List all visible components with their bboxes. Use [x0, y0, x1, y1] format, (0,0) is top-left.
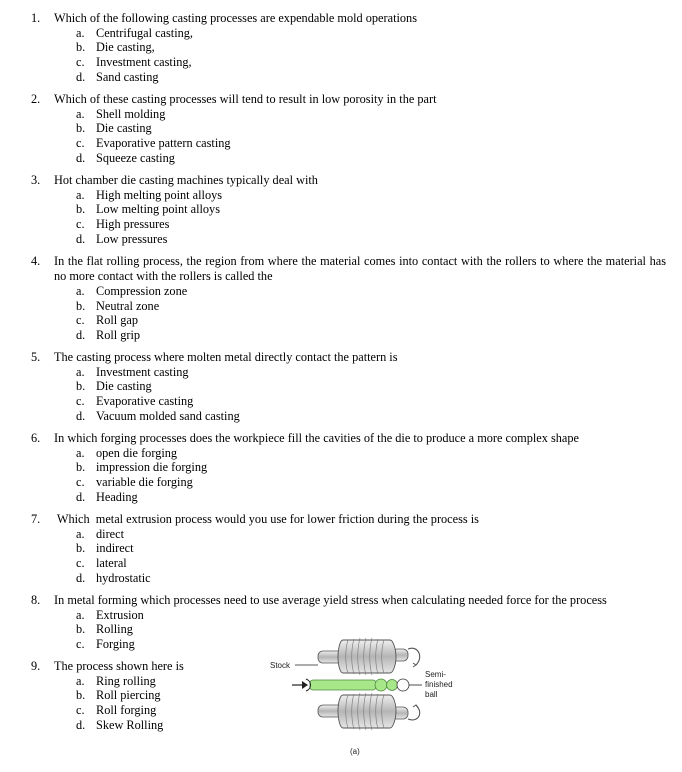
question-number: 2.: [31, 92, 41, 106]
option-text: Extrusion: [96, 607, 144, 622]
option-letter: a.: [76, 445, 85, 460]
lower-roll: [318, 693, 420, 730]
option-letter: b.: [76, 298, 86, 313]
option-text: Skew Rolling: [96, 717, 164, 732]
option-text: impression die forging: [96, 460, 208, 475]
process-figure: [268, 627, 468, 762]
question-number: 3.: [31, 173, 41, 187]
upper-roll: [318, 638, 420, 675]
option-letter: d.: [76, 69, 86, 84]
semi-finished-balls: [375, 679, 409, 691]
option-letter: c.: [76, 55, 85, 70]
question-text: Hot chamber die casting machines typically deal with: [54, 173, 318, 187]
semi-finished-label-1: Semi-: [425, 670, 446, 679]
option-text: open die forging: [96, 445, 178, 460]
option-text: Die casting: [96, 379, 152, 394]
option-letter: c.: [76, 556, 85, 571]
option-letter: d.: [76, 328, 86, 343]
option-letter: c.: [76, 136, 85, 151]
question-number: 7.: [31, 512, 41, 526]
option-letter: b.: [76, 688, 86, 703]
option-text: direct: [96, 526, 124, 541]
option-text: Ring rolling: [96, 673, 156, 688]
option-letter: d.: [76, 570, 86, 585]
option-letter: c.: [76, 475, 85, 490]
question-text: In metal forming which processes need to use average yield stress when calculating needed force for the process: [54, 593, 607, 607]
question-number: 9.: [31, 659, 41, 673]
question-number: 6.: [31, 431, 41, 445]
option-letter: a.: [76, 187, 85, 202]
option-letter: a.: [76, 607, 85, 622]
option-letter: c.: [76, 703, 85, 718]
option-text: Roll gap: [96, 313, 139, 328]
option-text: Sand casting: [96, 69, 159, 84]
option-text: Rolling: [96, 622, 133, 637]
option-letter: d.: [76, 717, 86, 732]
option-text: Shell molding: [96, 106, 166, 121]
option-text: indirect: [96, 541, 134, 556]
figure-caption: (a): [350, 747, 360, 756]
option-text: Low pressures: [96, 231, 168, 246]
question-text: The process shown here is: [54, 659, 184, 673]
option-text: Investment casting,: [96, 55, 192, 70]
stock-label: Stock: [270, 661, 291, 670]
option-text: hydrostatic: [96, 570, 151, 585]
option-letter: c.: [76, 394, 85, 409]
option-text: Evaporative casting: [96, 394, 194, 409]
option-text: variable die forging: [96, 475, 193, 490]
option-text: Roll piercing: [96, 688, 161, 703]
option-text: Roll grip: [96, 328, 141, 343]
question-number: 1.: [31, 11, 41, 25]
option-text: Die casting,: [96, 40, 155, 55]
stock-bar: [310, 680, 376, 690]
option-letter: b.: [76, 622, 86, 637]
option-text: Neutral zone: [96, 298, 160, 313]
option-text: lateral: [96, 556, 127, 571]
option-letter: b.: [76, 202, 86, 217]
option-letter: a.: [76, 526, 85, 541]
option-letter: c.: [76, 217, 85, 232]
option-text: Vacuum molded sand casting: [96, 408, 240, 423]
question-number: 5.: [31, 350, 41, 364]
option-letter: c.: [76, 313, 85, 328]
option-letter: d.: [76, 489, 86, 504]
question-text: Which of these casting processes will tend to result in low porosity in the part: [54, 92, 437, 106]
option-text: Compression zone: [96, 284, 188, 298]
question-text: The casting process where molten metal directly contact the pattern is: [54, 350, 398, 364]
option-letter: d.: [76, 150, 86, 165]
option-letter: b.: [76, 460, 86, 475]
option-text: Evaporative pattern casting: [96, 136, 231, 151]
question-text: Which metal extrusion process would you use for lower friction during the process is: [54, 512, 479, 526]
skew-rolling-diagram: [268, 627, 468, 762]
question-number: 8.: [31, 593, 41, 607]
option-text: Forging: [96, 637, 135, 652]
question-text: In which forging processes does the workpiece fill the cavities of the die to produce a more complex shape: [54, 431, 579, 445]
option-text: Heading: [96, 489, 138, 504]
option-letter: a.: [76, 673, 85, 688]
option-letter: b.: [76, 121, 86, 136]
option-text: Squeeze casting: [96, 150, 175, 165]
option-letter: b.: [76, 40, 86, 55]
option-text: Roll forging: [96, 703, 157, 718]
option-text: Investment casting: [96, 364, 189, 379]
option-letter: a.: [76, 284, 85, 298]
option-text: Centrifugal casting,: [96, 25, 193, 40]
question-number: 4.: [31, 254, 41, 268]
option-letter: c.: [76, 637, 85, 652]
feed-arrow-icon: [292, 679, 311, 691]
option-letter: d.: [76, 231, 86, 246]
semi-finished-label-3: ball: [425, 690, 438, 699]
option-letter: b.: [76, 379, 86, 394]
option-letter: a.: [76, 25, 85, 40]
semi-finished-label-2: finished: [425, 680, 453, 689]
question-text: In the flat rolling process, the region from where the material comes into contact with the rollers to where the material has no more contact with the rollers is called the: [54, 254, 666, 283]
option-letter: a.: [76, 106, 85, 121]
option-letter: b.: [76, 541, 86, 556]
option-text: Low melting point alloys: [96, 202, 220, 217]
option-letter: a.: [76, 364, 85, 379]
option-letter: d.: [76, 408, 86, 423]
option-text: Die casting: [96, 121, 152, 136]
option-text: High pressures: [96, 217, 170, 232]
option-text: High melting point alloys: [96, 187, 223, 202]
question-text: Which of the following casting processes are expendable mold operations: [54, 11, 417, 25]
